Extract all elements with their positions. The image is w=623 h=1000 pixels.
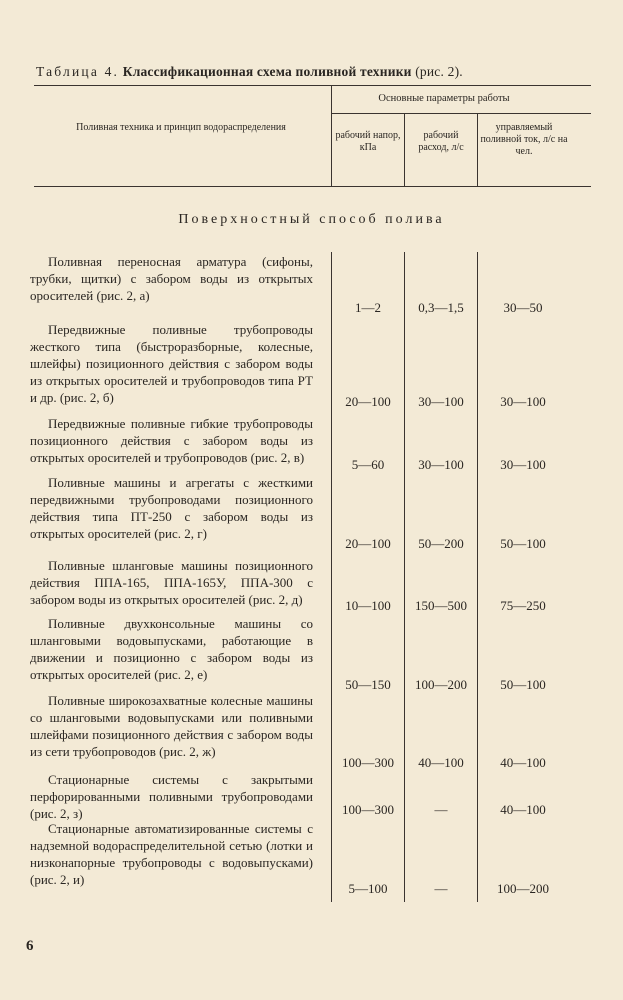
table-caption (36, 64, 596, 80)
table-caption-title: Классификационная схема поливной техники (122, 64, 412, 79)
row-description: Поливные двухконсольные машины со шланговыми водовыпусками, работающие в движении и позиционно с забором воды из открытых оросителей (рис. 2, е) (30, 616, 313, 682)
body-divider (477, 252, 478, 902)
row-description: Стационарные системы с закрытыми перфорированными поливными трубопроводами (рис. 2, з) (30, 772, 313, 821)
row-flow: 40—100 (418, 755, 464, 770)
row-stream: 50—100 (500, 677, 546, 692)
row-pressure: 20—100 (345, 394, 391, 409)
row-description: Поливные широкозахватные колесные машины со шланговыми водовыпусками или поливными шлейфами позиционного действия с забором воды из сети трубопроводов (рис. 2, ж) (30, 693, 313, 759)
header-stream: управляемый поливной ток, л/с на чел. (480, 122, 568, 157)
row-stream: 75—250 (500, 598, 546, 613)
row-pressure: 20—100 (345, 536, 391, 551)
row-stream: 30—50 (503, 300, 543, 315)
row-flow: 150—500 (415, 598, 467, 613)
row-flow: 100—200 (415, 677, 467, 692)
page-number: 6 (26, 938, 34, 954)
header-divider (477, 113, 478, 186)
row-description: Поливная переносная арматура (сифоны, трубки, щитки) с забором воды из открытых оросителей (рис. 2, а) (30, 254, 313, 303)
row-pressure: 1—2 (355, 300, 381, 315)
table-top-rule (34, 85, 591, 86)
header-divider (331, 86, 332, 186)
row-description: Поливные машины и агрегаты с жесткими передвижными трубопроводами позиционного действия типа ПТ-250 с забором воды из открытых оросителей (рис. 2, г) (30, 475, 313, 541)
row-pressure: 5—100 (348, 881, 388, 896)
row-pressure: 100—300 (342, 802, 394, 817)
section-title: Поверхностный способ полива (178, 212, 445, 227)
row-pressure: 100—300 (342, 755, 394, 770)
row-stream: 40—100 (500, 802, 546, 817)
row-stream: 30—100 (500, 457, 546, 472)
row-stream: 100—200 (497, 881, 549, 896)
row-description: Передвижные поливные гибкие трубопроводы позиционного действия с забором воды из открытых оросителей и трубопроводов (рис. 2, в) (30, 416, 313, 465)
row-description: Стационарные автоматизированные системы с надземной водораспределительной сетью (лотки и низконапорные трубопроводы с водовыпусками) (рис. 2, и) (30, 821, 313, 887)
table-caption-number: Таблица 4. (36, 64, 120, 79)
row-flow: 0,3—1,5 (418, 300, 464, 315)
row-stream: 50—100 (500, 536, 546, 551)
row-flow: 50—200 (418, 536, 464, 551)
row-description: Поливные шланговые машины позиционного действия ППА-165, ППА-165У, ППА-300 с забором воды из открытых оросителей (рис. 2, д) (30, 558, 313, 607)
row-pressure: 50—150 (345, 677, 391, 692)
row-stream: 30—100 (500, 394, 546, 409)
row-pressure: 10—100 (345, 598, 391, 613)
header-equipment: Поливная техника и принцип водораспределения (76, 122, 286, 133)
row-stream: 40—100 (500, 755, 546, 770)
body-divider (331, 252, 332, 902)
row-flow: 30—100 (418, 457, 464, 472)
row-flow: — (434, 881, 448, 896)
header-flow: рабочий расход, л/с (418, 130, 464, 153)
table-caption-ref: (рис. 2). (415, 64, 463, 79)
row-pressure: 5—60 (351, 457, 385, 472)
row-flow: 30—100 (418, 394, 464, 409)
row-flow: — (434, 802, 448, 817)
header-parameters-group: Основные параметры работы (378, 93, 510, 104)
table-header-bottom-rule (34, 186, 591, 187)
header-group-rule (331, 113, 591, 114)
row-description: Передвижные поливные трубопроводы жесткого типа (быстроразборные, колесные, шлейфы) позиционного действия с забором воды из открытых оросителей и трубопроводов типа РТ и др. (рис. 2, б) (30, 322, 313, 405)
header-divider (404, 113, 405, 186)
header-pressure: рабочий напор, кПа (335, 130, 401, 153)
